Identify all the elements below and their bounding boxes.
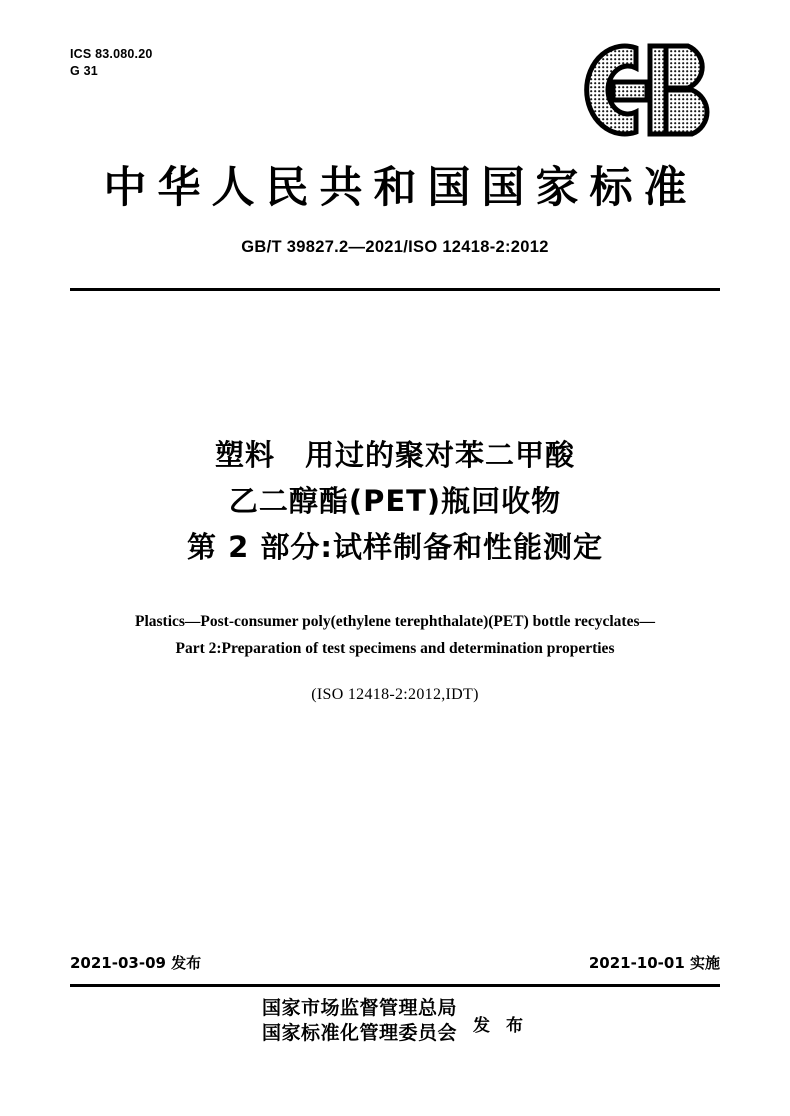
publisher-block	[0, 996, 790, 1046]
ccs-code: G 31	[70, 63, 98, 78]
chinese-title-block	[0, 432, 790, 570]
implementation-date: 2021-10-01 实施	[588, 954, 720, 972]
divider-bottom	[70, 984, 720, 987]
english-title-line-1: Plastics—Post-consumer poly(ethylene terephthalate)(PET) bottle recyclates—	[134, 613, 655, 630]
gb-national-standard-logo	[558, 38, 728, 142]
iso-reference: (ISO 12418-2:2012,IDT)	[311, 686, 479, 703]
chinese-title-line-3: 第 2 部分:试样制备和性能测定	[187, 530, 603, 564]
ics-classification-block	[70, 46, 153, 80]
issue-date: 2021-03-09 发布	[70, 954, 202, 972]
english-title-block	[0, 608, 790, 662]
chinese-title-line-1: 塑料 用过的聚对苯二甲酸	[214, 438, 575, 472]
chinese-title-line-2: 乙二醇酯(PET)瓶回收物	[228, 484, 562, 518]
publisher-org-2: 国家标准化管理委员会	[262, 1022, 458, 1044]
national-standard-title: 中华人民共和国国家标准	[103, 163, 698, 213]
ics-code: ICS 83.080.20	[70, 47, 153, 61]
publisher-names	[262, 996, 457, 1046]
publisher-org-1: 国家市场监督管理总局	[262, 997, 458, 1019]
publisher-issue-label: 发 布	[473, 1015, 528, 1036]
standard-number: GB/T 39827.2—2021/ISO 12418-2:2012	[241, 238, 549, 256]
date-row	[70, 952, 720, 974]
english-title-line-2: Part 2:Preparation of test specimens and determination properties	[175, 640, 615, 657]
divider-top	[70, 288, 720, 291]
